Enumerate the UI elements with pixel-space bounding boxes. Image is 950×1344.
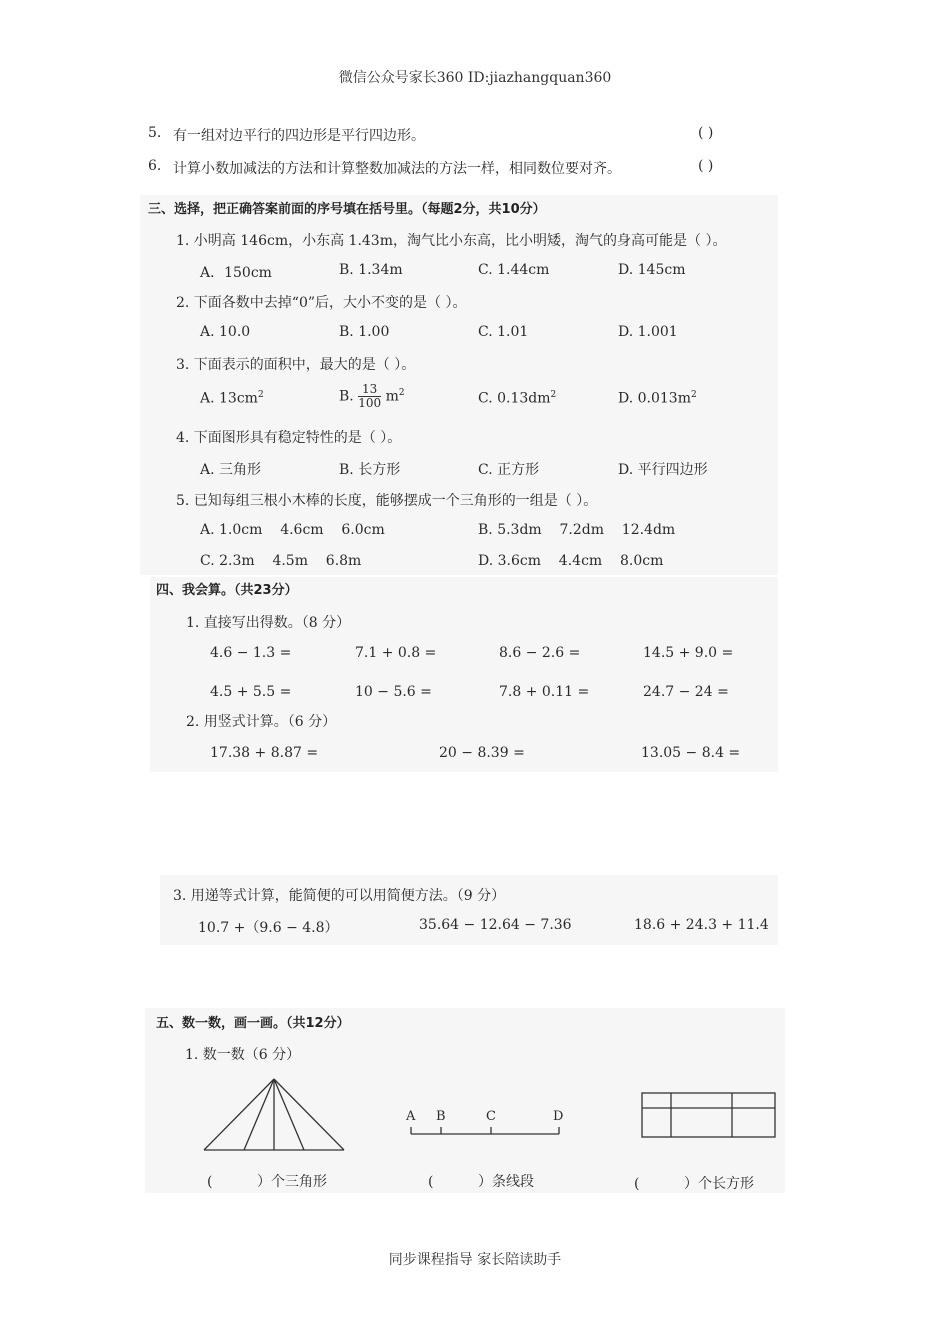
mental-calc-7: 7.8 + 0.11 =: [499, 684, 590, 700]
mental-calc-6: 10 − 5.6 =: [355, 684, 432, 700]
choice-q2-option-a[interactable]: A. 10.0: [200, 324, 251, 340]
stepwise-calc-3: 18.6 + 24.3 + 11.4: [634, 917, 769, 933]
choice-q1-option-b[interactable]: B. 1.34m: [339, 262, 403, 278]
choice-q5-option-b[interactable]: B. 5.3dm 7.2dm 12.4dm: [478, 522, 676, 538]
choice-q3-option-a[interactable]: A. $13cm^2$: [200, 390, 264, 407]
judge-6-answer-paren[interactable]: ( ): [698, 158, 714, 174]
section-5-title: 五、数一数，画一画。（共12分）: [156, 1016, 350, 1031]
page-header: 微信公众号家长360 ID:jiazhangquan360: [338, 70, 612, 86]
choice-q1-option-c[interactable]: C. 1.44cm: [478, 262, 550, 278]
mental-calc-3: 8.6 − 2.6 =: [499, 645, 581, 661]
stepwise-calc-1: 10.7 +（9.6 − 4.8）: [198, 920, 339, 936]
triangle-figure: [200, 1075, 348, 1155]
choice-q4-option-a[interactable]: A. 三角形: [200, 462, 262, 478]
mental-calc-1: 4.6 − 1.3 =: [210, 645, 292, 661]
vertical-calc-2: 20 − 8.39 =: [439, 745, 525, 761]
count-answer-triangles[interactable]: ( ）个三角形: [207, 1174, 327, 1190]
line-segment-figure: [405, 1124, 565, 1140]
choice-q5-text: 5. 已知每组三根小木棒的长度，能够摆成一个三角形的一组是（ ）。: [176, 493, 598, 509]
judge-6-number: 6.: [148, 158, 162, 174]
section-3-title: 三、选择，把正确答案前面的序号填在括号里。（每题2分，共10分）: [148, 202, 546, 217]
choice-q5-option-c[interactable]: C. 2.3m 4.5m 6.8m: [200, 553, 362, 569]
calc-part2-label: 2. 用竖式计算。（6 分）: [186, 714, 337, 730]
page-footer: 同步课程指导 家长陪读助手: [388, 1252, 562, 1268]
choice-q2-option-c[interactable]: C. 1.01: [478, 324, 529, 340]
segment-label-c: C: [486, 1109, 496, 1124]
judge-5-number: 5.: [148, 125, 162, 141]
segment-label-a: A: [406, 1109, 416, 1124]
choice-q4-option-b[interactable]: B. 长方形: [339, 462, 401, 478]
mental-calc-5: 4.5 + 5.5 =: [210, 684, 292, 700]
scan-region-calc: [150, 577, 778, 772]
judge-5-text: 有一组对边平行的四边形是平行四边形。: [173, 128, 425, 144]
section-4-title: 四、我会算。（共23分）: [156, 583, 298, 598]
choice-q4-option-c[interactable]: C. 正方形: [478, 462, 540, 478]
choice-q1-option-d[interactable]: D. 145cm: [618, 262, 686, 278]
choice-q5-option-d[interactable]: D. 3.6cm 4.4cm 8.0cm: [478, 553, 664, 569]
scan-region-choice: [140, 195, 778, 575]
stepwise-calc-2: 35.64 − 12.64 − 7.36: [419, 917, 572, 933]
mental-calc-4: 14.5 + 9.0 =: [643, 645, 734, 661]
count-answer-rectangles[interactable]: ( ）个长方形: [634, 1176, 754, 1192]
count-part1-label: 1. 数一数（6 分）: [185, 1047, 301, 1063]
calc-part3-label: 3. 用递等式计算，能简便的可以用简便方法。（9 分）: [173, 888, 506, 904]
count-answer-segments[interactable]: ( ）条线段: [428, 1174, 534, 1190]
choice-q1-option-a[interactable]: A．150cm: [200, 265, 272, 281]
choice-q2-option-b[interactable]: B. 1.00: [339, 324, 390, 340]
choice-q3-option-d[interactable]: D. $0.013m^2$: [618, 390, 697, 407]
mental-calc-8: 24.7 − 24 =: [643, 684, 729, 700]
choice-q2-text: 2. 下面各数中去掉“0”后，大小不变的是（ ）。: [176, 295, 467, 311]
judge-6-text: 计算小数加减法的方法和计算整数加减法的方法一样，相同数位要对齐。: [173, 161, 621, 177]
vertical-calc-1: 17.38 + 8.87 =: [210, 745, 319, 761]
fraction: $\frac{13}{100}$: [358, 382, 382, 410]
choice-q3-option-b[interactable]: B. $\frac{13}{100}$ $m^2$: [339, 382, 405, 410]
choice-q4-option-d[interactable]: D. 平行四边形: [618, 462, 708, 478]
judge-5-answer-paren[interactable]: ( ): [698, 125, 714, 141]
calc-part1-label: 1. 直接写出得数。（8 分）: [186, 615, 351, 631]
choice-q3-option-c[interactable]: C. $0.13dm^2$: [478, 390, 557, 407]
rectangle-grid-figure: [640, 1091, 778, 1139]
choice-q1-text: 1. 小明高 146cm，小东高 1.43m，淘气比小东高，比小明矮，淘气的身高可能是（ ）。: [176, 233, 727, 249]
choice-q4-text: 4. 下面图形具有稳定特性的是（ ）。: [176, 430, 402, 446]
vertical-calc-3: 13.05 − 8.4 =: [641, 745, 741, 761]
choice-q3-text: 3. 下面表示的面积中，最大的是（ ）。: [176, 357, 416, 373]
segment-label-d: D: [553, 1109, 564, 1124]
choice-q5-option-a[interactable]: A. 1.0cm 4.6cm 6.0cm: [200, 522, 385, 538]
segment-label-b: B: [436, 1109, 446, 1124]
mental-calc-2: 7.1 + 0.8 =: [355, 645, 437, 661]
choice-q2-option-d[interactable]: D. 1.001: [618, 324, 678, 340]
